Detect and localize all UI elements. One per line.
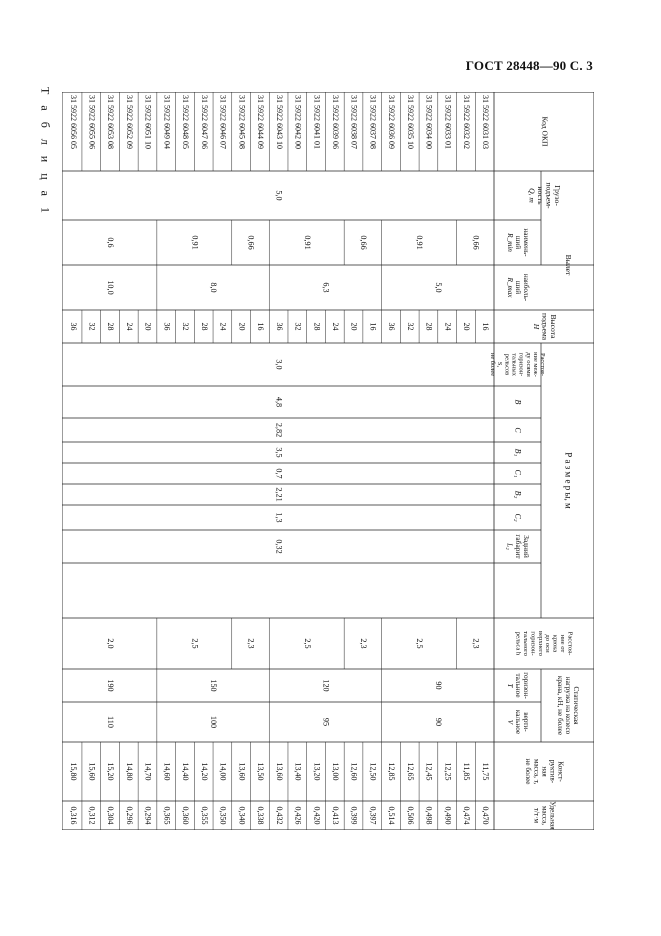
header-B1: B₁ <box>513 448 523 457</box>
header-mass: руктив- <box>548 759 557 784</box>
mass-cell: 13,50 <box>256 762 266 781</box>
h-cell: 2,5 <box>415 638 425 649</box>
mass-cell: 11,85 <box>462 762 472 781</box>
rmax-cell: 5,0 <box>433 282 443 293</box>
specific-mass-cell: 0,316 <box>68 806 78 825</box>
header-specific-mass: Удельная <box>548 801 557 830</box>
code-cell: 31 5922 6041 01 <box>312 95 322 149</box>
header-mass: Конст- <box>556 761 565 782</box>
header-h: ние от <box>558 634 566 653</box>
code-cell: 31 5922 6039 06 <box>330 95 340 149</box>
header-h: тального <box>522 631 530 656</box>
page-header: ГОСТ 28448—90 С. 3 <box>465 58 593 73</box>
code-cell: 31 5922 6053 08 <box>106 95 116 149</box>
height-cell: 28 <box>424 322 434 331</box>
height-cell: 28 <box>199 322 209 331</box>
rmin-cell: 0,66 <box>246 235 256 250</box>
code-cell: 31 5922 6036 09 <box>387 95 397 149</box>
mass-cell: 12,25 <box>443 762 453 781</box>
capacity-cell: 5,0 <box>274 190 284 201</box>
code-cell: 31 5922 6055 06 <box>87 95 97 149</box>
header-mass: масса, т, <box>532 758 541 785</box>
code-cell: 31 5922 6048 05 <box>181 95 191 149</box>
rmin-cell: 0,66 <box>359 235 369 250</box>
T-cell: 150 <box>209 679 219 692</box>
header-capacity: Q, т <box>527 188 537 203</box>
rmax-cell: 8,0 <box>209 282 219 293</box>
specific-mass-cell: 0,420 <box>312 806 322 825</box>
mass-cell: 15,80 <box>68 762 78 781</box>
height-cell: 28 <box>312 322 322 331</box>
h-cell: 2,3 <box>359 638 369 649</box>
height-cell: 36 <box>68 322 78 331</box>
header-h: Расстоя- <box>566 631 574 656</box>
mass-cell: 15,20 <box>106 762 116 781</box>
specific-mass-cell: 0,360 <box>181 806 191 825</box>
mass-cell: 13,60 <box>274 762 284 781</box>
rmin-cell: 0,91 <box>415 235 425 250</box>
code-cell: 31 5922 6045 08 <box>237 95 247 149</box>
specific-mass-cell: 0,355 <box>199 806 209 825</box>
rmax-cell: 6,3 <box>321 282 331 293</box>
header-rmin: наимень- <box>521 228 530 257</box>
header-span: S, <box>496 361 504 368</box>
header-load: нагрузка на колесо <box>563 676 572 735</box>
code-cell: 31 5922 6042 00 <box>293 95 303 149</box>
header-specific-mass: масса, <box>540 805 549 826</box>
V-cell: 90 <box>433 717 443 727</box>
rmax-cell: 10,0 <box>106 280 116 295</box>
header-height: H <box>531 323 541 330</box>
V-cell: 95 <box>321 717 331 727</box>
code-cell: 31 5922 6049 04 <box>162 95 172 149</box>
mass-cell: 14,60 <box>162 762 172 781</box>
mass-cell: 13,40 <box>293 762 303 781</box>
specific-mass-cell: 0,470 <box>480 806 490 825</box>
mass-cell: 14,40 <box>181 762 191 781</box>
height-cell: 28 <box>106 322 116 331</box>
rotated-table-svg <box>62 92 594 830</box>
V-cell: 110 <box>106 716 116 728</box>
specific-mass-cell: 0,474 <box>462 806 472 825</box>
header-h: крюка <box>551 634 559 653</box>
header-h: верхнего <box>536 631 544 656</box>
mass-cell: 15,60 <box>87 762 97 781</box>
header-reach: Вылет <box>563 254 573 276</box>
header-V: кальное <box>513 709 522 735</box>
header-T: T <box>505 683 514 688</box>
code-cell: 31 5922 6043 10 <box>274 95 284 149</box>
mass-cell: 13,20 <box>312 762 322 781</box>
header-span: тальных <box>510 353 518 376</box>
header-load: крана, кН, не более <box>555 675 564 736</box>
code-cell: 31 5922 6031 03 <box>480 95 490 149</box>
specific-mass-cell: 0,340 <box>237 806 247 825</box>
specific-mass-cell: 0,294 <box>143 806 153 825</box>
header-sizes: Р а з м е р ы, м <box>563 452 574 509</box>
height-cell: 16 <box>256 322 266 331</box>
table-caption <box>37 87 53 217</box>
T-cell: 120 <box>321 679 331 692</box>
header-rmin: R_min <box>505 233 514 252</box>
height-cell: 20 <box>237 322 247 331</box>
header-T: тальное <box>513 673 522 698</box>
height-cell: 16 <box>368 322 378 331</box>
specific-mass-cell: 0,413 <box>330 806 340 825</box>
specific-mass-cell: 0,397 <box>368 806 378 825</box>
B-cell: 4,8 <box>274 396 284 408</box>
specific-mass-cell: 0,338 <box>256 806 266 825</box>
C2-cell: 1,3 <box>274 512 284 523</box>
mass-cell: 14,20 <box>199 762 209 781</box>
header-capacity: ность <box>535 186 545 205</box>
code-cell: 31 5922 6046 07 <box>218 95 228 149</box>
specific-mass-cell: 0,498 <box>424 806 434 825</box>
height-cell: 24 <box>443 322 453 331</box>
h-cell: 2,0 <box>106 638 116 649</box>
C-cell: 2,82 <box>274 422 284 438</box>
rmin-cell: 0,91 <box>190 235 200 250</box>
header-height: Высота <box>548 314 558 339</box>
header-specific-mass: т/т·м <box>532 807 541 824</box>
code-cell: 31 5922 6051 10 <box>143 95 153 149</box>
header-h: горизон- <box>529 631 537 656</box>
header-C: C <box>513 427 523 433</box>
B2-cell: 2,21 <box>274 487 284 502</box>
mass-cell: 14,70 <box>143 762 153 781</box>
specific-mass-cell: 0,296 <box>124 806 134 825</box>
header-span: не более <box>488 352 496 377</box>
header-V: верти- <box>521 712 530 732</box>
rmin-cell: 0,91 <box>302 235 312 250</box>
B1-cell: 3,5 <box>274 447 284 458</box>
h-cell: 2,5 <box>190 638 200 649</box>
code-cell: 31 5922 6056 05 <box>68 95 78 149</box>
h-cell: 2,3 <box>471 638 481 649</box>
header-load: Статическая <box>571 686 580 725</box>
header-C1: C₁ <box>513 469 523 478</box>
header-span: рельсов <box>503 353 511 376</box>
specification-table <box>62 92 594 830</box>
specific-mass-cell: 0,365 <box>162 806 172 825</box>
header-mass: ная <box>540 766 549 777</box>
header-L2: L₂ <box>505 543 515 550</box>
header-code: Код ОКП <box>540 116 550 147</box>
header-h: до оси <box>544 634 552 653</box>
specific-mass-cell: 0,350 <box>218 806 228 825</box>
code-cell: 31 5922 6044 09 <box>256 95 266 149</box>
mass-cell: 13,00 <box>330 762 340 781</box>
header-span: Расстоя- <box>539 353 547 376</box>
rmin-cell: 0,6 <box>106 237 116 248</box>
height-cell: 32 <box>405 322 415 331</box>
height-cell: 16 <box>480 322 490 331</box>
header-rmin: ший <box>513 235 522 250</box>
rmin-cell: 0,66 <box>471 235 481 250</box>
height-cell: 20 <box>462 322 472 331</box>
C1-cell: 0,7 <box>274 468 284 479</box>
T-cell: 190 <box>106 679 116 692</box>
header-height: подъема <box>540 313 550 340</box>
mass-cell: 12,45 <box>424 762 434 781</box>
code-cell: 31 5922 6032 02 <box>462 95 472 149</box>
header-capacity: подъем- <box>544 182 554 209</box>
code-cell: 31 5922 6052 09 <box>124 95 134 149</box>
height-cell: 36 <box>162 322 172 331</box>
specific-mass-cell: 0,312 <box>87 806 97 825</box>
header-span: ние меж- <box>531 352 539 377</box>
height-cell: 36 <box>274 322 284 331</box>
height-cell: 32 <box>181 322 191 331</box>
specific-mass-cell: 0,399 <box>349 806 359 825</box>
height-cell: 24 <box>124 322 134 331</box>
header-span: горизон- <box>517 352 525 377</box>
L2-cell: 0,32 <box>274 539 284 554</box>
mass-cell: 14,00 <box>218 762 228 781</box>
header-L2: Задний <box>522 535 532 558</box>
specific-mass-cell: 0,490 <box>443 806 453 825</box>
mass-cell: 12,85 <box>387 762 397 781</box>
specific-mass-cell: 0,304 <box>106 806 116 825</box>
V-cell: 100 <box>209 715 219 729</box>
header-T: горизон- <box>521 672 530 699</box>
specific-mass-cell: 0,432 <box>274 806 284 825</box>
mass-cell: 12,60 <box>349 762 359 781</box>
header-rmax: ший <box>513 280 522 295</box>
mass-cell: 11,75 <box>480 762 490 781</box>
specific-mass-cell: 0,426 <box>293 806 303 825</box>
height-cell: 36 <box>387 322 397 331</box>
header-C2: C₂ <box>513 513 523 522</box>
mass-cell: 14,80 <box>124 762 134 781</box>
specific-mass-cell: 0,506 <box>405 806 415 825</box>
code-cell: 31 5922 6038 07 <box>349 95 359 149</box>
header-h: рельса h <box>514 631 522 656</box>
mass-cell: 12,50 <box>368 762 378 781</box>
height-cell: 20 <box>349 322 359 331</box>
header-rmax: R_max <box>505 277 514 298</box>
header-rmax: наиболь- <box>521 273 530 302</box>
T-cell: 90 <box>433 681 443 690</box>
table-caption-text: Т а б л и ц а 1 <box>38 87 53 217</box>
header-mass: не более <box>524 758 533 785</box>
header-span: ду осями <box>524 352 532 377</box>
code-cell: 31 5922 6037 08 <box>368 95 378 149</box>
header-V: V <box>505 719 514 725</box>
code-cell: 31 5922 6047 06 <box>199 95 209 149</box>
code-cell: 31 5922 6035 10 <box>405 95 415 149</box>
h-cell: 2,5 <box>302 638 312 649</box>
header-B2: B₂ <box>513 490 523 499</box>
span-cell: 3,0 <box>274 359 284 370</box>
height-cell: 32 <box>293 322 303 331</box>
header-capacity: Грузо- <box>553 185 563 206</box>
header-B: B <box>513 399 523 405</box>
height-cell: 32 <box>87 322 97 331</box>
specific-mass-cell: 0,514 <box>387 806 397 825</box>
height-cell: 20 <box>143 322 153 331</box>
code-cell: 31 5922 6033 01 <box>443 95 453 149</box>
code-cell: 31 5922 6034 00 <box>424 95 434 149</box>
height-cell: 24 <box>218 322 228 331</box>
header-L2: габарит <box>513 534 523 559</box>
h-cell: 2,3 <box>246 638 256 649</box>
height-cell: 24 <box>330 322 340 331</box>
mass-cell: 13,60 <box>237 762 247 781</box>
mass-cell: 12,65 <box>405 762 415 781</box>
